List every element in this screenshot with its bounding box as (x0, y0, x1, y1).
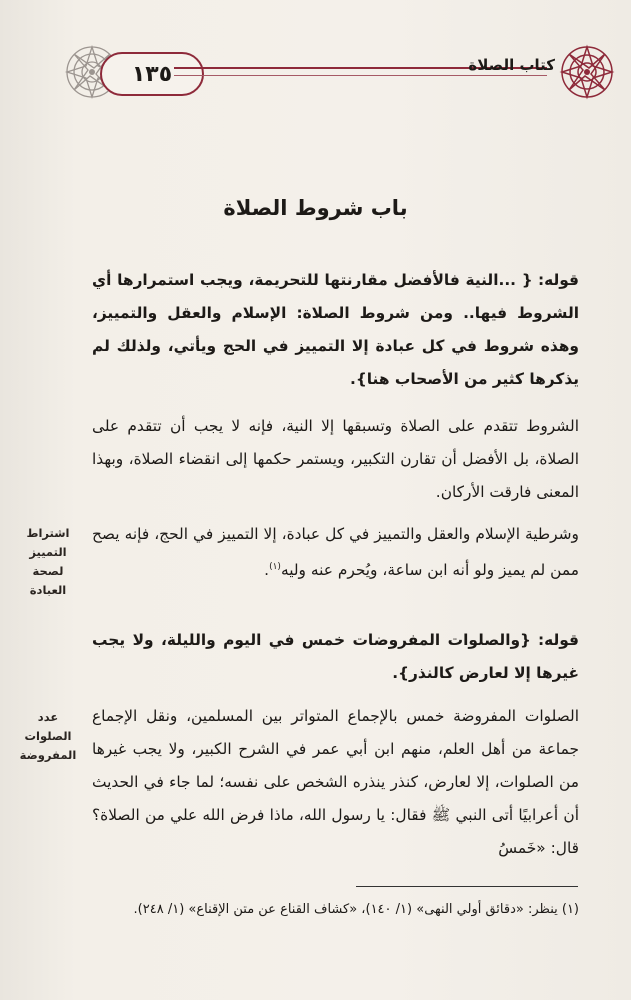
paragraph-1 (92, 410, 579, 509)
paragraph-2 (92, 518, 579, 587)
quote-label: قوله: (537, 631, 579, 649)
book-title: كتاب الصلاة (468, 56, 555, 74)
matn-quote: { ...النية فالأفضل مقارنتها للتحريمة، ويجب استمرارها أي الشروط فيها.. ومن شروط الصلاة: الإسلام والعقل والتمييز، وهذه شروط في كل عبادة إلا التمييز في الحج ويأتي، ولذلك لم يذكرها كثير من الأصحاب هنا}. (92, 271, 579, 388)
page-header (70, 40, 613, 110)
matn-quote: {والصلوات المفروضات خمس في اليوم والليلة، ولا يجب غيرها إلا لعارض كالنذر}. (92, 631, 579, 682)
margin-note-tamyiz: اشتراط التمييز لصحة العبادة (26, 526, 70, 597)
chapter-title: باب شروط الصلاة (223, 196, 408, 220)
paragraph-text: الصلوات المفروضة خمس بالإجماع المتواتر بين المسلمين، ونقل الإجماع جماعة من أهل العلم، منهم ابن أبي عمر في الشرح الكبير، ولا يجب غيرها من الصلوات، إلا لعارض، كنذر ينذره الشخص على نفسه؛ لما جاء في الحديث أن أعرابيًا أتى النبي ﷺ فقال: يا رسول الله، ماذا فرض الله علي من الصلاة؟ قال: «خَمسُ (92, 707, 579, 857)
rosette-ornament-icon (559, 44, 615, 100)
bleed-through-text (0, 110, 70, 710)
paragraph-text: وشرطية الإسلام والعقل والتمييز في كل عبادة، إلا التمييز في الحج، فإنه يصح ممن لم يميز ولو أنه ابن ساعة، ويُحرم عنه وليه (92, 525, 579, 580)
section-2-quote (92, 624, 579, 690)
paragraph-3 (92, 700, 579, 865)
section-1-quote (92, 264, 579, 396)
margin-note-prayer-count: عدد الصلوات المفروضة (19, 710, 77, 762)
paragraph-end: . (264, 561, 270, 580)
header-rule-bottom (174, 75, 547, 76)
paragraph-text: الشروط تتقدم على الصلاة وتسبقها إلا النية، فإنه لا يجب أن تتقدم على الصلاة، بل الأفضل أن تقارن التكبير، ويستمر حكمها إلى انقضاء الصلاة، وبهذا المعنى فارقت الأركان. (92, 417, 579, 501)
footnote: (١) ينظر: «دقائق أولي النهى» (١/ ١٤٠)، «كشاف القناع عن متن الإقناع» (١/ ٢٤٨). (133, 902, 579, 917)
quote-label: قوله: (538, 271, 579, 289)
footnote-separator (356, 886, 578, 887)
page-number: ١٣٥ (100, 52, 204, 96)
footnote-marker[interactable]: (١) (269, 562, 281, 572)
